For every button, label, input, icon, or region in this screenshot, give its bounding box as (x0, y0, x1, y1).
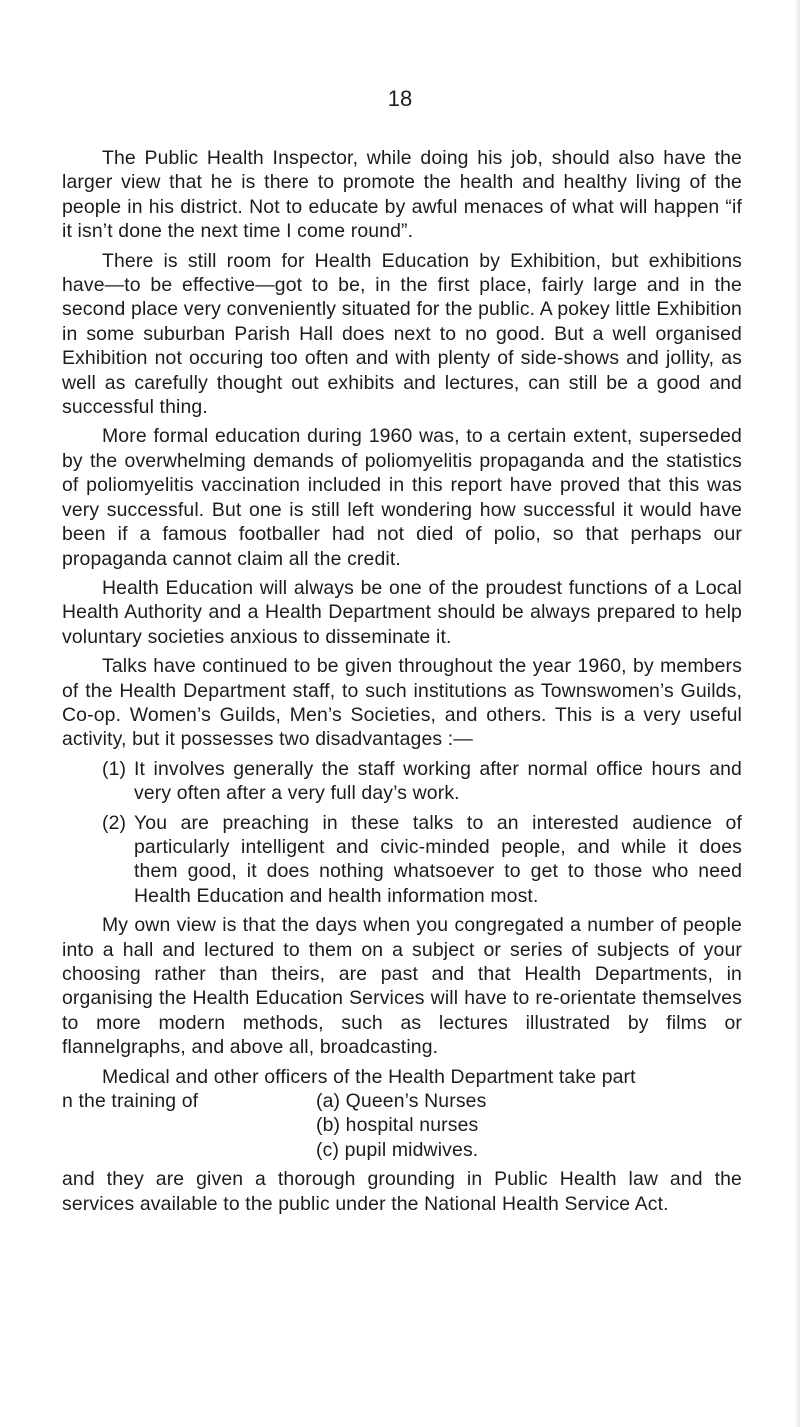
list-item-text: It involves generally the staff working after normal office hours and very often after a very full day’s work. (134, 757, 742, 805)
paragraph-exhibitions: There is still room for Health Education by Exhibition, but exhibitions have—to be effective—got to be, in the first place, fairly large and in the second place very conveniently situated for the public. A pokey little Exhibition in some suburban Parish Hall does next to no good. But a well organised Exhibition not occuring too often and with plenty of side-shows and jollity, as well as carefully thought out exhibits and lectures, can still be a good and successful thing. (62, 249, 742, 419)
body-text (62, 146, 742, 1221)
disadvantage-item-1 (62, 757, 742, 806)
list-item-text: You are preaching in these talks to an interested audience of particularly intelligent and civic-minded people, and while it does them good, it does nothing whatsoever to get to those who need Health Education and health information most. (134, 811, 742, 907)
paragraph-own-view: My own view is that the days when you congregated a number of people into a hall and lectured to them on a subject or series of subjects of your choosing rather than theirs, are past and that Health Departments, in organising the Health Education Services will have to re-orientate themselves to more modern methods, such as lectures illustrated by films or flannelgraphs, and above all, broadcasting. (62, 914, 742, 1059)
training-item: (a) Queen’s Nurses (316, 1090, 487, 1113)
training-section (62, 1065, 742, 1163)
training-intro: Medical and other officers of the Health Department take part (102, 1065, 636, 1088)
paragraph-closing: and they are given a thorough grounding in Public Health law and the services available to the public under the National Health Service Act. (62, 1168, 742, 1215)
paragraph-public-health-inspector: The Public Health Inspector, while doing his job, should also have the larger view that he is there to promote the health and healthy living of the people in his district. Not to educate by awful menaces of what will happen “if it isn’t done the next time I come round”. (62, 147, 742, 243)
training-item: (b) hospital nurses (316, 1114, 479, 1137)
paragraph-talks: Talks have continued to be given throughout the year 1960, by members of the Health Department staff, to such institutions as Townswomen’s Guilds, Co-op. Women’s Guilds, Men’s Societies, and others. This is a very useful activity, but it possesses two disadvantages :— (62, 655, 742, 751)
page-edge-shadow (794, 0, 800, 1427)
paragraph-health-education: Health Education will always be one of the proudest functions of a Local Health Authority and a Health Department should be always prepared to help voluntary societies anxious to disseminate it. (62, 576, 742, 648)
disadvantage-item-2 (62, 811, 742, 909)
training-row (62, 1089, 742, 1113)
training-row (62, 1138, 742, 1162)
training-intro-lead: n the training of (62, 1090, 199, 1113)
training-item: (c) pupil midwives. (316, 1138, 479, 1161)
list-marker: (1) (102, 757, 127, 780)
training-row (62, 1113, 742, 1137)
page-number: 18 (387, 86, 413, 111)
paragraph-formal-education: More formal education during 1960 was, to a certain extent, superseded by the overwhelming demands of poliomyelitis propaganda and the statistics of poliomyelitis vaccination included in this report have proved that this was very successful. But one is still left wondering how successful it would have been if a famous footballer had not died of polio, so that perhaps our propaganda cannot claim all the credit. (62, 425, 742, 570)
training-spacer (62, 1113, 316, 1137)
list-marker: (2) (102, 811, 127, 834)
training-spacer (62, 1138, 316, 1162)
